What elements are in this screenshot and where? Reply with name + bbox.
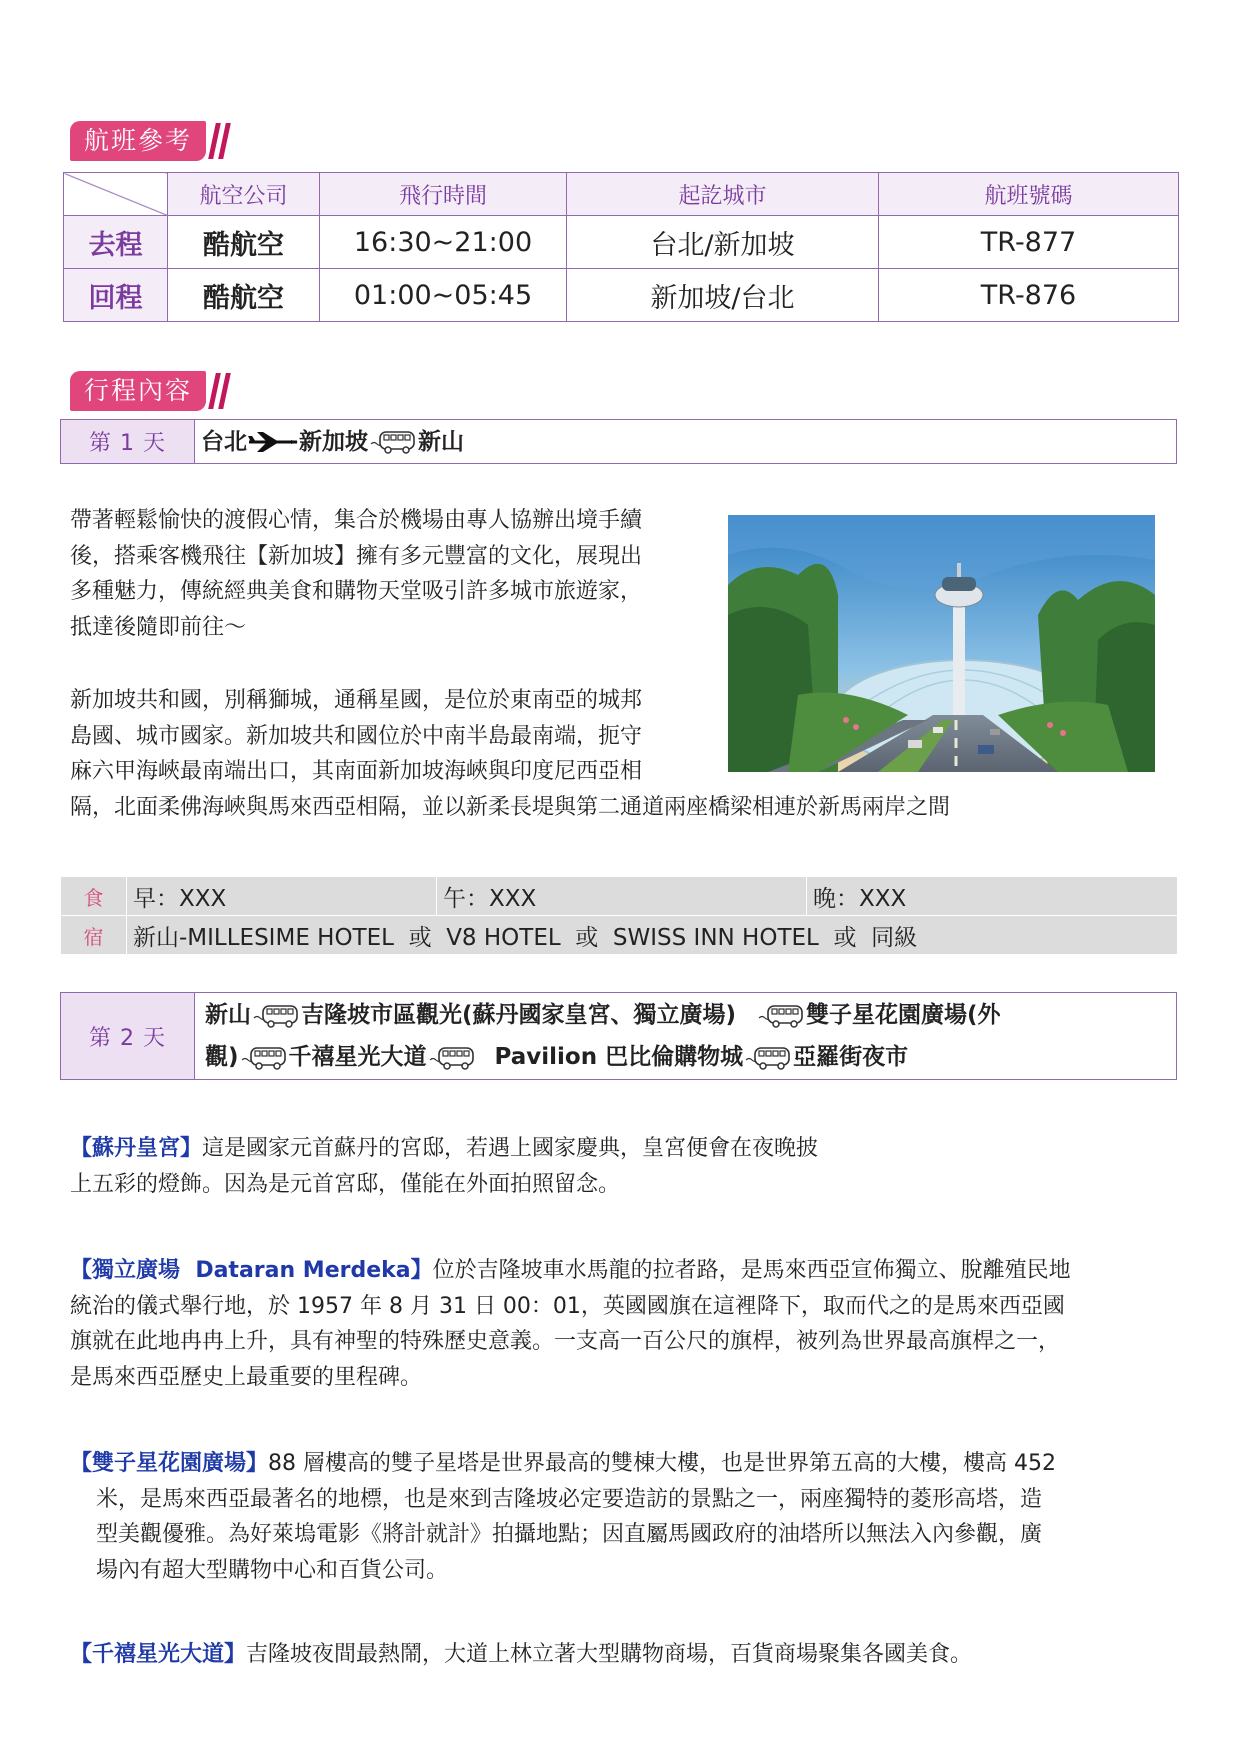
flight-table [63,172,1179,322]
bus-icon [253,1003,299,1029]
day1-intro-paragraph [70,503,730,645]
lunch: 午：XXX [437,877,807,916]
text-line: 米，是馬來西亞最著名的地標，也是來到吉隆坡必定要造訪的景點之一，兩座獨特的菱形高塔，造 [96,1486,1043,1512]
attraction-title: 【獨立廣場 Dataran Merdeka】 [70,1258,433,1283]
itinerary-section-title: 行程內容 [70,371,206,411]
route-stop: 千禧星光大道 [288,1044,427,1070]
text-line: 旗就在此地冉冉上升，具有神聖的特殊歷史意義。一支高一百公尺的旗桿，被列為世界最高旗桿之一， [70,1329,1061,1354]
header-airline: 航空公司 [168,173,320,216]
bus-icon [241,1045,287,1071]
bus-icon [758,1003,804,1029]
flight-table-header [64,173,1179,216]
text-line: 新加坡共和國，別稱獅城，通稱星國，是位於東南亞的城邦 [70,688,643,713]
attraction-title: 【蘇丹皇宮】 [70,1136,203,1161]
day1-route [195,420,1176,463]
day1-meals-table [60,876,1178,955]
route-stop: Pavilion 巴比倫購物城 [494,1044,744,1070]
text-line: 88 層樓高的雙子星塔是世界最高的雙棟大樓，也是世界第五高的大樓，樓高 452 [268,1451,1056,1476]
flight-number: TR-876 [879,269,1179,322]
itinerary-section-tag [70,371,227,411]
bus-icon [370,429,416,455]
route-stop: 吉隆坡市區觀光(蘇丹國家皇宮、獨立廣場) [301,1002,737,1028]
header-time: 飛行時間 [320,173,567,216]
airport-photo [728,515,1155,772]
bus-icon [429,1045,475,1071]
airline: 酷航空 [168,216,320,269]
text-line: 抵達後隨即前往～ [70,614,247,640]
tag-decoration [212,371,227,411]
table-corner-cell [64,173,168,216]
text-line: 多種魅力，傳統經典美食和購物天堂吸引許多城市旅遊家， [70,579,643,604]
header-flight-no: 航班號碼 [879,173,1179,216]
flight-section-tag [70,121,227,161]
text-line: 吉隆坡夜間最熱鬧，大道上林立著大型購物商場，百貨商場聚集各國美食。 [246,1642,973,1667]
route-stop: 台北 [201,428,247,455]
text-line: 場內有超大型購物中心和百貨公司。 [96,1557,449,1583]
flight-time: 16:30~21:00 [320,216,567,269]
airline: 酷航空 [168,269,320,322]
text-line: 統治的儀式舉行地，於 1957 年 8 月 31 日 00：01，英國國旗在這裡降下，取而代之的是馬來西亞國 [70,1293,1065,1319]
meals-row [61,877,1178,916]
text-line: 島國、城市國家。新加坡共和國位於中南半島最南端，扼守 [70,723,643,749]
attraction-sultan-palace [70,1131,1180,1202]
route-stop: 新山 [205,1002,251,1028]
flight-cities: 新加坡/台北 [567,269,879,322]
hotel-key: 宿 [61,916,127,955]
leg-return: 回程 [64,269,168,322]
day1-bar [60,419,1177,464]
breakfast: 早：XXX [127,877,437,916]
text-line: 上五彩的燈飾。因為是元首宮邸，僅能在外面拍照留念。 [70,1171,621,1197]
text-line: 位於吉隆坡車水馬龍的拉者路，是馬來西亞宣佈獨立、脫離殖民地 [432,1258,1071,1283]
flight-number: TR-877 [879,216,1179,269]
attraction-petronas-towers [70,1446,1180,1588]
meals-key: 食 [61,877,127,916]
day2-label: 第 2 天 [61,993,195,1079]
day2-route [195,993,1176,1079]
airplane-icon [247,430,299,454]
leg-outbound: 去程 [64,216,168,269]
route-stop: 亞羅街夜市 [793,1044,909,1070]
route-stop: 雙子星花園廣場(外 [806,1002,1001,1028]
text-line: 型美觀優雅。為好萊塢電影《將計就計》拍攝地點；因直屬馬國政府的油塔所以無法入內參觀，廣 [96,1522,1043,1547]
day1-label: 第 1 天 [61,420,195,463]
attraction-bukit-bintang [70,1637,1180,1673]
dinner: 晚：XXX [807,877,1178,916]
flight-cities: 台北/新加坡 [567,216,879,269]
flight-section-title: 航班參考 [70,121,206,161]
hotel-info: 新山-MILLESIME HOTEL 或 V8 HOTEL 或 SWISS INN HOTEL 或 同級 [127,916,1178,955]
text-line: 是馬來西亞歷史上最重要的里程碑。 [70,1364,423,1390]
attraction-merdeka-square [70,1253,1180,1395]
tag-decoration [212,121,227,161]
text-line: 帶著輕鬆愉快的渡假心情，集合於機場由專人協辦出境手續 [70,508,643,533]
route-stop: 觀) [205,1044,239,1070]
hotel-row [61,916,1178,955]
bus-icon [745,1045,791,1071]
attraction-title: 【雙子星花園廣場】 [70,1451,269,1476]
route-stop: 新加坡 [299,428,368,455]
route-stop: 新山 [418,428,464,455]
attraction-title: 【千禧星光大道】 [70,1642,247,1667]
day2-bar [60,992,1177,1080]
flight-time: 01:00~05:45 [320,269,567,322]
table-row [64,216,1179,269]
text-line: 後，搭乘客機飛往【新加坡】擁有多元豐富的文化，展現出 [70,543,643,569]
table-row [64,269,1179,322]
header-cities: 起訖城市 [567,173,879,216]
text-line: 隔，北面柔佛海峽與馬來西亞相隔，並以新柔長堤與第二通道兩座橋梁相連於新馬兩岸之間 [70,794,951,820]
text-line: 麻六甲海峽最南端出口，其南面新加坡海峽與印度尼西亞相 [70,759,643,784]
text-line: 這是國家元首蘇丹的宮邸，若遇上國家慶典，皇宮便會在夜晚披 [202,1136,819,1161]
